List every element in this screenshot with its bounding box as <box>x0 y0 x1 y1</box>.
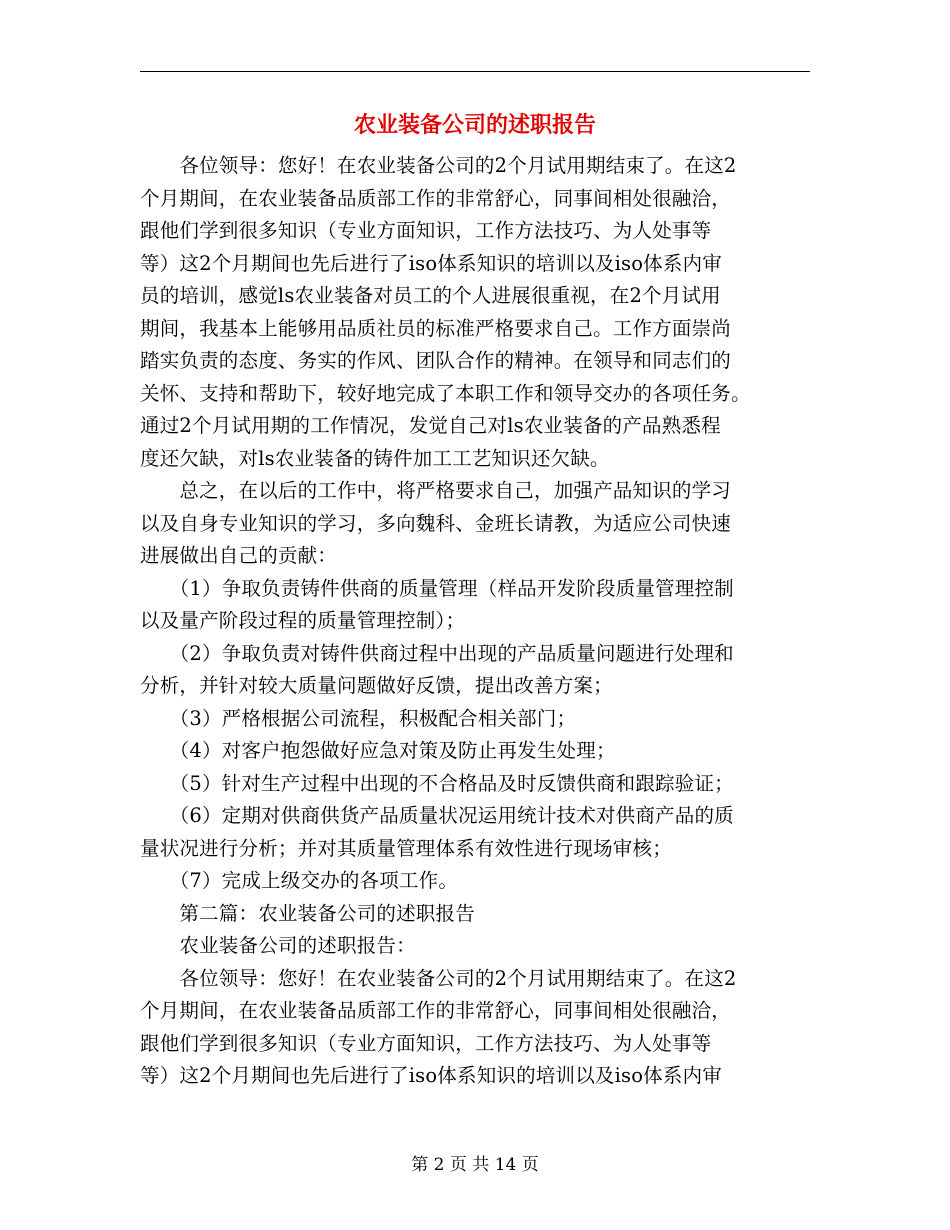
header-rule <box>140 71 810 72</box>
text-line: （6）定期对供商供货产品质量状况运用统计技术对供商产品的质 <box>140 804 734 827</box>
text-line: 踏实负责的态度、务实的作风、团队合作的精神。在领导和同志们的 <box>140 349 732 372</box>
text-line: 关怀、支持和帮助下，较好地完成了本职工作和领导交办的各项任务。 <box>140 381 751 405</box>
text-line: 总之，在以后的工作中，将严格要求自己，加强产品知识的学习 <box>140 479 732 502</box>
text-line: 各位领导：您好！在农业装备公司的2个月试用期结束了。在这2 <box>140 154 737 177</box>
text-line: （7）完成上级交办的各项工作。 <box>140 869 459 892</box>
text-line: 跟他们学到很多知识（专业方面知识，工作方法技巧、为人处事等 <box>140 219 712 242</box>
text-line: 农业装备公司的述职报告： <box>140 934 416 957</box>
text-line: 通过2个月试用期的工作情况，发觉自己对ls农业装备的产品熟悉程 <box>140 414 721 437</box>
text-line: 以及自身专业知识的学习，多向魏科、金班长请教，为适应公司快速 <box>140 511 732 535</box>
text-line: 个月期间，在农业装备品质部工作的非常舒心，同事间相处很融洽， <box>140 186 732 210</box>
text-line: 第二篇：农业装备公司的述职报告 <box>140 901 475 925</box>
text-line: 度还欠缺，对ls农业装备的铸件加工工艺知识还欠缺。 <box>140 446 610 470</box>
text-line: （4）对客户抱怨做好应急对策及防止再发生处理； <box>140 739 616 762</box>
text-line: （1）争取负责铸件供商的质量管理（样品开发阶段质量管理控制 <box>140 576 734 600</box>
page-number-footer: 第 2 页 共 14 页 <box>411 1155 539 1175</box>
text-line: 等）这2个月期间也先后进行了iso体系知识的培训以及iso体系内审 <box>140 1064 722 1087</box>
text-line: 期间，我基本上能够用品质社员的标准严格要求自己。工作方面崇尚 <box>140 316 732 340</box>
text-line: 员的培训，感觉ls农业装备对员工的个人进展很重视，在2个月试用 <box>140 284 721 307</box>
document-title: 农业装备公司的述职报告 <box>353 112 596 138</box>
text-line: 分析，并针对较大质量问题做好反馈，提出改善方案； <box>140 674 613 697</box>
text-line: （5）针对生产过程中出现的不合格品及时反馈供商和跟踪验证； <box>140 771 734 795</box>
text-line: 跟他们学到很多知识（专业方面知识，工作方法技巧、为人处事等 <box>140 1031 712 1055</box>
document-body <box>140 150 810 1093</box>
text-line: 个月期间，在农业装备品质部工作的非常舒心，同事间相处很融洽， <box>140 999 732 1022</box>
text-line: 以及量产阶段过程的质量管理控制）； <box>140 609 466 632</box>
text-line: 量状况进行分析；并对其质量管理体系有效性进行现场审核； <box>140 836 672 860</box>
text-line: （3）严格根据公司流程，积极配合相关部门； <box>140 706 577 730</box>
text-line: （2）争取负责对铸件供商过程中出现的产品质量问题进行处理和 <box>140 641 734 665</box>
text-line: 进展做出自己的贡献： <box>140 544 338 567</box>
text-line: 各位领导：您好！在农业装备公司的2个月试用期结束了。在这2 <box>140 966 737 990</box>
text-line: 等）这2个月期间也先后进行了iso体系知识的培训以及iso体系内审 <box>140 251 722 275</box>
